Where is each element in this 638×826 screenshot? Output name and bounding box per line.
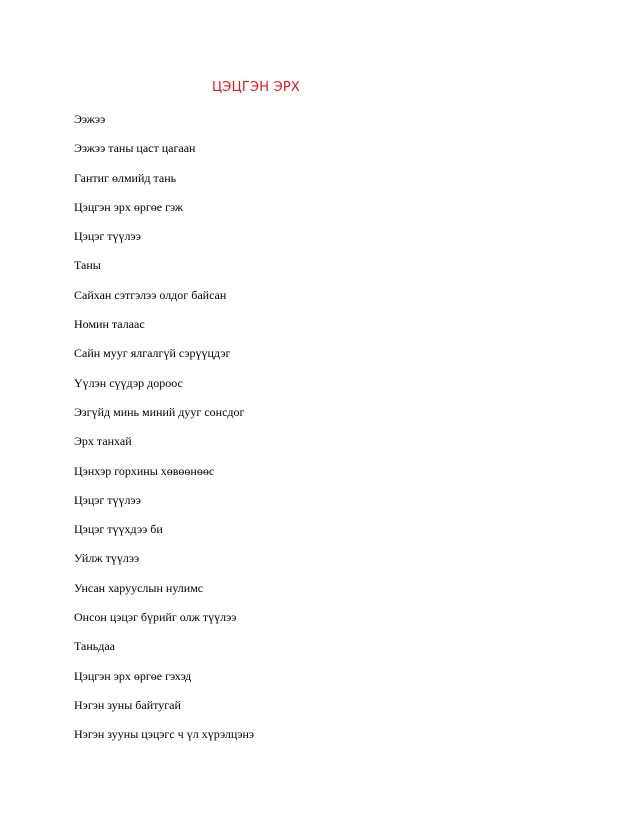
poem-line: Цэцэг түүлээ: [74, 492, 141, 507]
poem-body: [74, 111, 254, 756]
poem-line: Номин талаас: [74, 317, 145, 332]
poem-line: Гантиг өлмийд тань: [74, 170, 177, 185]
poem-line: Эрх танхай: [74, 434, 132, 449]
poem-line: Үүлэн сүүдэр дороос: [74, 375, 183, 390]
poem-line: Цэцгэн эрх өргөе гэж: [74, 199, 184, 214]
poem-line: Онсон цэцэг бүрийг олж түүлээ: [74, 610, 237, 625]
poem-line: Сайхан сэтгэлээ олдог байсан: [74, 287, 227, 302]
poem-line: Эзгүйд минь миний дууг сонсдог: [74, 404, 245, 419]
poem-line: Таны: [74, 258, 101, 273]
poem-line: Сайн мууг ялгалгүй сэрүүцдэг: [74, 346, 231, 361]
poem-title: ЦЭЦГЭН ЭРХ: [212, 80, 300, 95]
poem-line: Ээжээ: [74, 112, 106, 126]
poem-line: Уйлж түүлээ: [74, 551, 140, 566]
poem-line: Цэцэг түүхдээ би: [74, 522, 163, 537]
poem-line: Цэнхэр горхины хөвөөнөөс: [74, 463, 215, 478]
poem-line: Ээжээ таны цаст цагаан: [74, 141, 196, 156]
poem-line: Унсан харууслын нулимс: [74, 580, 204, 595]
poem-line: Нэгэн зууны цэцэгс ч үл хүрэлцэнэ: [74, 727, 255, 742]
poem-line: Цэцгэн эрх өргөе гэхэд: [74, 668, 192, 683]
poem-line: Таньдаа: [74, 639, 116, 654]
poem-line: Цэцэг түүлээ: [74, 229, 141, 244]
poem-line: Нэгэн зуны байтугай: [74, 697, 181, 712]
